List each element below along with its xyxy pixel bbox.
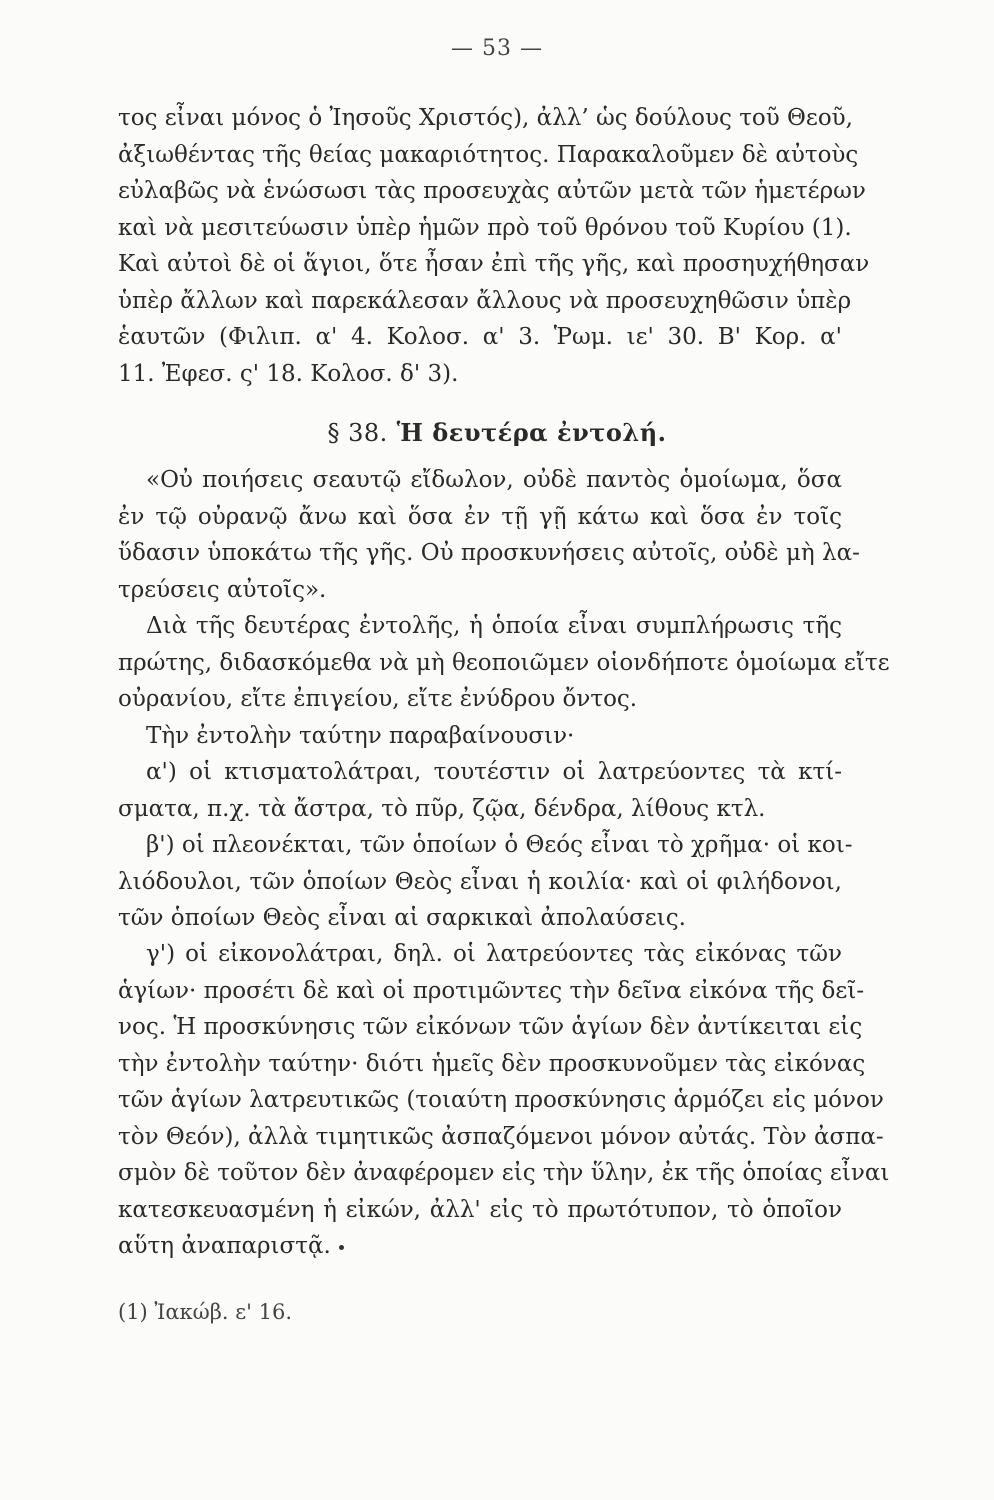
text-line: σματα, π.χ. τὰ ἄστρα, τὸ πῦρ, ζῷα, δένδρα, λίθους κτλ. [118, 795, 766, 822]
list-item-a [118, 754, 842, 827]
text-line: «Οὐ ποιήσεις σεαυτῷ εἴδωλον, οὐδὲ παντὸς ὁμοίωμα, ὅσα [146, 467, 842, 493]
list-item-c [118, 936, 890, 1265]
commandment-quote [118, 462, 860, 608]
text-line-content: αὕτη ἀναπαριστᾷ. [118, 1233, 331, 1259]
paragraph-violators-intro [118, 718, 842, 755]
text-line: α') οἱ κτισματολάτραι, τουτέστιν οἱ λατρεύοντες τὰ κτί- [146, 759, 842, 785]
paragraph-continuation [118, 100, 870, 392]
text-line: ἀξιωθέντας τῆς θείας μακαριότητος. Παρακαλοῦμεν δὲ αὐτοὺς [118, 141, 859, 168]
text-line: ὕδασιν ὑποκάτω τῆς γῆς. Οὐ προσκυνήσεις αὐτοῖς, οὐδὲ μὴ λα- [118, 540, 860, 566]
text-line: τος εἶναι μόνος ὁ Ἰησοῦς Χριστός), ἀλλ’ ὡς δούλους τοῦ Θεοῦ, [118, 105, 853, 131]
text-line: 11. Ἐφεσ. ς' 18. Κολοσ. δ' 3). [118, 360, 459, 387]
text-line: β') οἱ πλεονέκται, τῶν ὁποίων ὁ Θεός εἶναι τὸ χρῆμα· οἱ κοι- [146, 832, 853, 858]
text-line: ὑπὲρ ἄλλων καὶ παρεκάλεσαν ἄλλους νὰ προσευχηθῶσιν ὑπὲρ [118, 287, 852, 314]
text-line: ἁγίων· προσέτι δὲ καὶ οἱ προτιμῶντες τὴν δεῖνα εἰκόνα τῆς δεῖ- [118, 977, 865, 1004]
text-line [118, 1228, 842, 1265]
text-line: πρώτης, διδασκόμεθα νὰ μὴ θεοποιῶμεν οἱονδήποτε ὁμοίωμα εἴτε [118, 649, 890, 676]
text-line: εὐλαβῶς νὰ ἑνώσωσι τὰς προσευχὰς αὐτῶν μετὰ τῶν ἡμετέρων [118, 178, 866, 204]
text-line: λιόδουλοι, τῶν ὁποίων Θεὸς εἶναι ἡ κοιλία· καὶ οἱ φιλήδονοι, [118, 868, 842, 895]
text-line: σμὸν δὲ τοῦτον δὲν ἀναφέρομεν εἰς τὴν ὕλην, ἐκ τῆς ὁποίας εἶναι [118, 1160, 890, 1186]
text-line: γ') οἱ εἰκονολάτραι, δηλ. οἱ λατρεύοντες τὰς εἰκόνας τῶν [146, 941, 842, 967]
text-line: Τὴν ἐντολὴν ταύτην παραβαίνουσιν· [146, 723, 575, 749]
text-line: Καὶ αὐτοὶ δὲ οἱ ἅγιοι, ὅτε ἦσαν ἐπὶ τῆς γῆς, καὶ προσηυχήθησαν [118, 251, 870, 277]
footnote: (1) Ἰακώβ. ε' 16. [118, 1300, 293, 1324]
text-line: Διὰ τῆς δευτέρας ἐντολῆς, ἡ ὁποία εἶναι συμπλήρωσις τῆς [146, 613, 842, 639]
text-line: κατεσκευασμένη ἡ εἰκών, ἀλλ' εἰς τὸ πρωτότυπον, τὸ ὁποῖον [118, 1196, 842, 1223]
section-title: Ἡ δευτέρα ἐντολή. [396, 418, 667, 447]
text-line: ἑαυτῶν (Φιλιπ. α' 4. Κολοσ. α' 3. Ῥωμ. ιε' 30. Β' Κορ. α' [118, 324, 842, 350]
text-line: νος. Ἡ προσκύνησις τῶν εἰκόνων τῶν ἁγίων δὲν ἀντίκειται εἰς [118, 1014, 863, 1040]
end-ornament [339, 1245, 344, 1250]
paragraph-explanation [118, 608, 890, 718]
page-number: — 53 — [451, 36, 543, 61]
text-line: ἐν τῷ οὐρανῷ ἄνω καὶ ὅσα ἐν τῇ γῇ κάτω καὶ ὅσα ἐν τοῖς [118, 503, 842, 530]
text-line: τῶν ἁγίων λατρευτικῶς (τοιαύτη προσκύνησις ἁρμόζει εἰς μόνον [118, 1087, 884, 1113]
text-line: τὸν Θεόν), ἀλλὰ τιμητικῶς ἀσπαζόμενοι μόνον αὐτάς. Τὸν ἀσπα- [118, 1123, 884, 1150]
list-item-b [118, 827, 853, 937]
section-heading [0, 418, 994, 447]
text-line: τῶν ὁποίων Θεὸς εἶναι αἱ σαρκικαὶ ἀπολαύσεις. [118, 905, 686, 931]
text-line: καὶ νὰ μεσιτεύωσιν ὑπὲρ ἡμῶν πρὸ τοῦ θρόνου τοῦ Κυρίου (1). [118, 214, 852, 241]
text-line: οὐρανίου, εἴτε ἐπιγείου, εἴτε ἐνύδρου ὄντος. [118, 686, 638, 712]
section-number: § 38. [327, 419, 388, 447]
text-line: τρεύσεις αὐτοῖς». [118, 576, 327, 603]
text-line: τὴν ἐντολὴν ταύτην· διότι ἡμεῖς δὲν προσκυνοῦμεν τὰς εἰκόνας [118, 1050, 866, 1077]
